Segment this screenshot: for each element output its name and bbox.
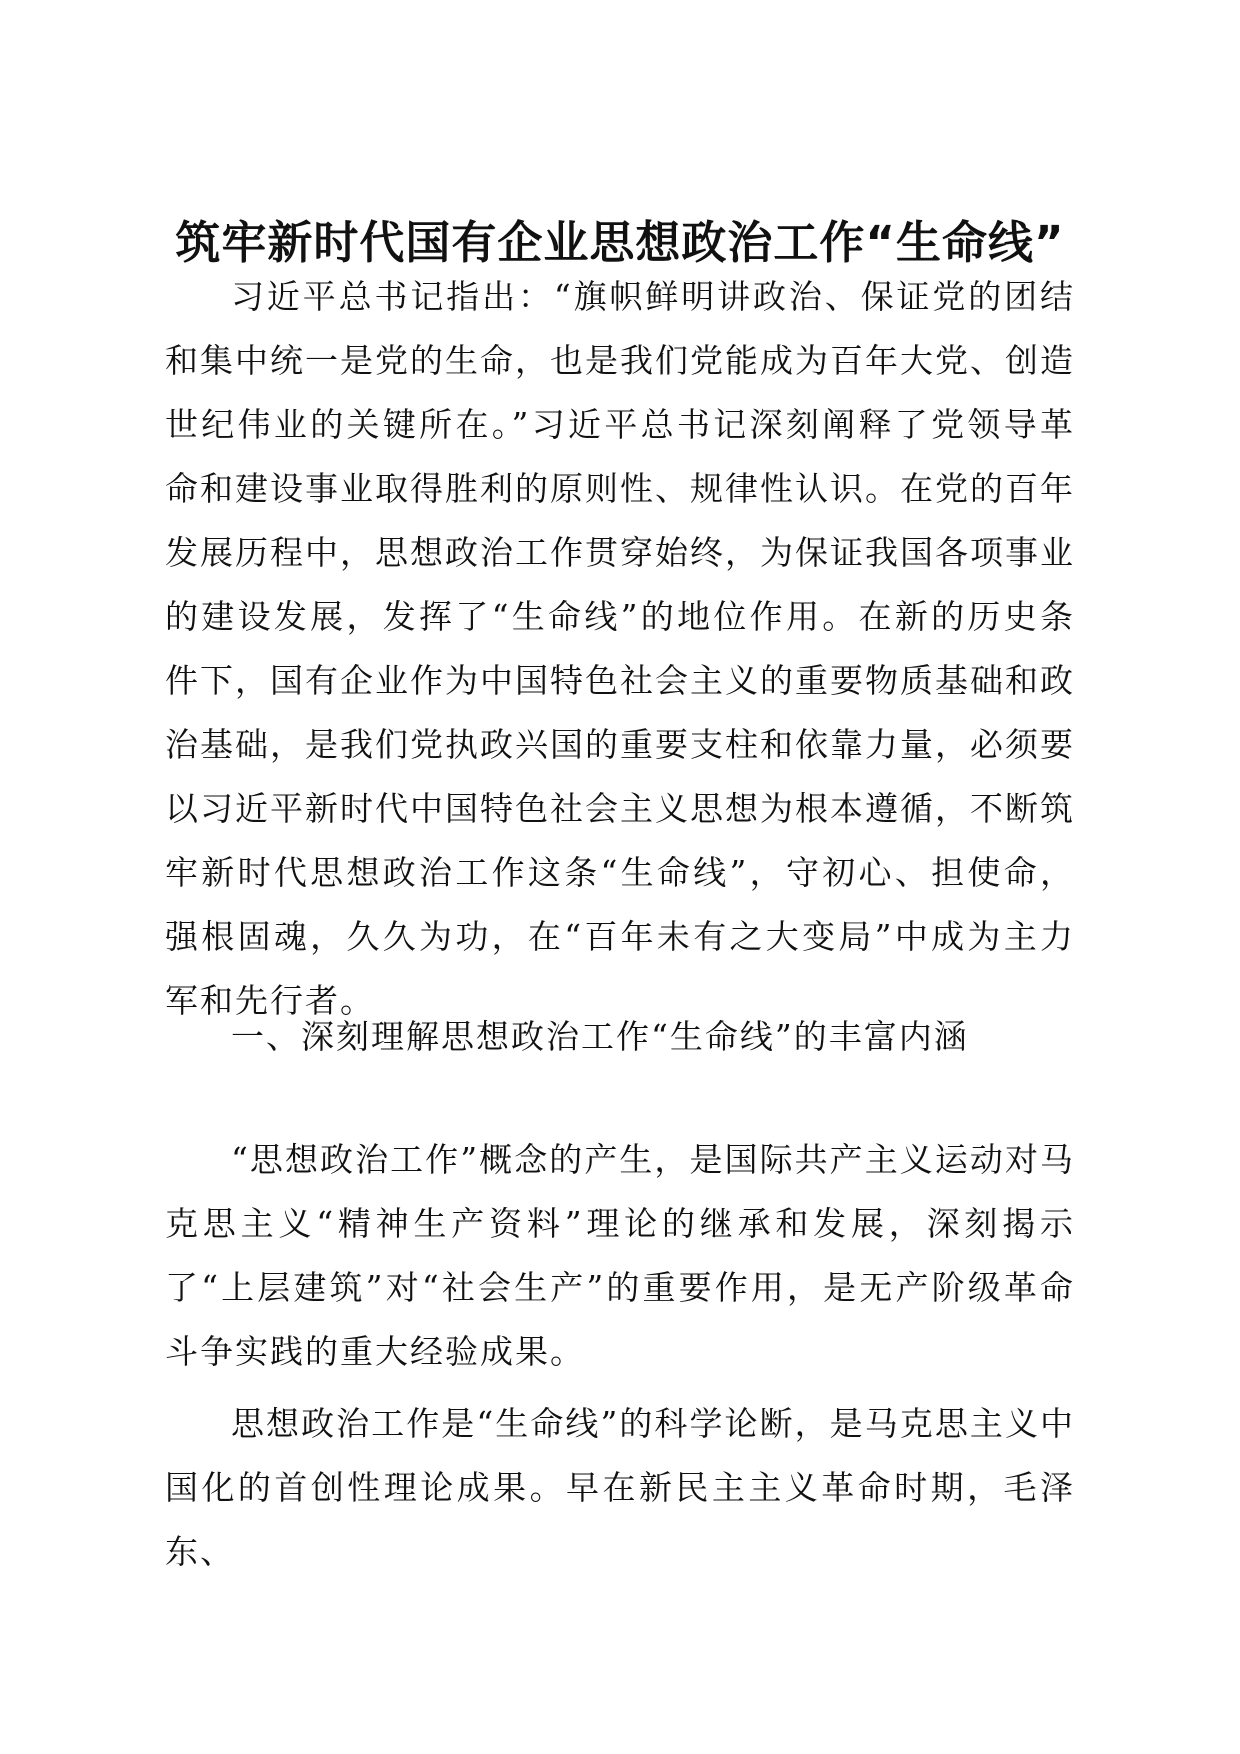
body-paragraph-block-2: [165, 1128, 1075, 1384]
section-heading: 一、深刻理解思想政治工作“生命线”的丰富内涵: [231, 1017, 969, 1056]
body-paragraph-block-1: [165, 265, 1075, 1033]
document-title: 筑牢新时代国有企业思想政治工作“生命线”: [175, 216, 1065, 270]
body-paragraph-block-3: [165, 1392, 1075, 1584]
body-paragraph: 思想政治工作是“生命线”的科学论断，是马克思主义中国化的首创性理论成果。早在新民主主义革命时期，毛泽东、: [165, 1404, 1075, 1571]
section-heading-block: [165, 1005, 1075, 1069]
body-paragraph: 习近平总书记指出：“旗帜鲜明讲政治、保证党的团结和集中统一是党的生命，也是我们党能成为百年大党、创造世纪伟业的关键所在。”习近平总书记深刻阐释了党领导革命和建设事业取得胜利的原则性、规律性认识。在党的百年发展历程中，思想政治工作贯穿始终，为保证我国各项事业的建设发展，发挥了“生命线”的地位作用。在新的历史条件下，国有企业作为中国特色社会主义的重要物质基础和政治基础，是我们党执政兴国的重要支柱和依靠力量，必须要以习近平新时代中国特色社会主义思想为根本遵循，不断筑牢新时代思想政治工作这条“生命线”，守初心、担使命，强根固魂，久久为功，在“百年未有之大变局”中成为主力军和先行者。: [165, 277, 1075, 1020]
body-paragraph: “思想政治工作”概念的产生，是国际共产主义运动对马克思主义“精神生产资料”理论的继承和发展，深刻揭示了“上层建筑”对“社会生产”的重要作用，是无产阶级革命斗争实践的重大经验成果。: [165, 1140, 1075, 1371]
